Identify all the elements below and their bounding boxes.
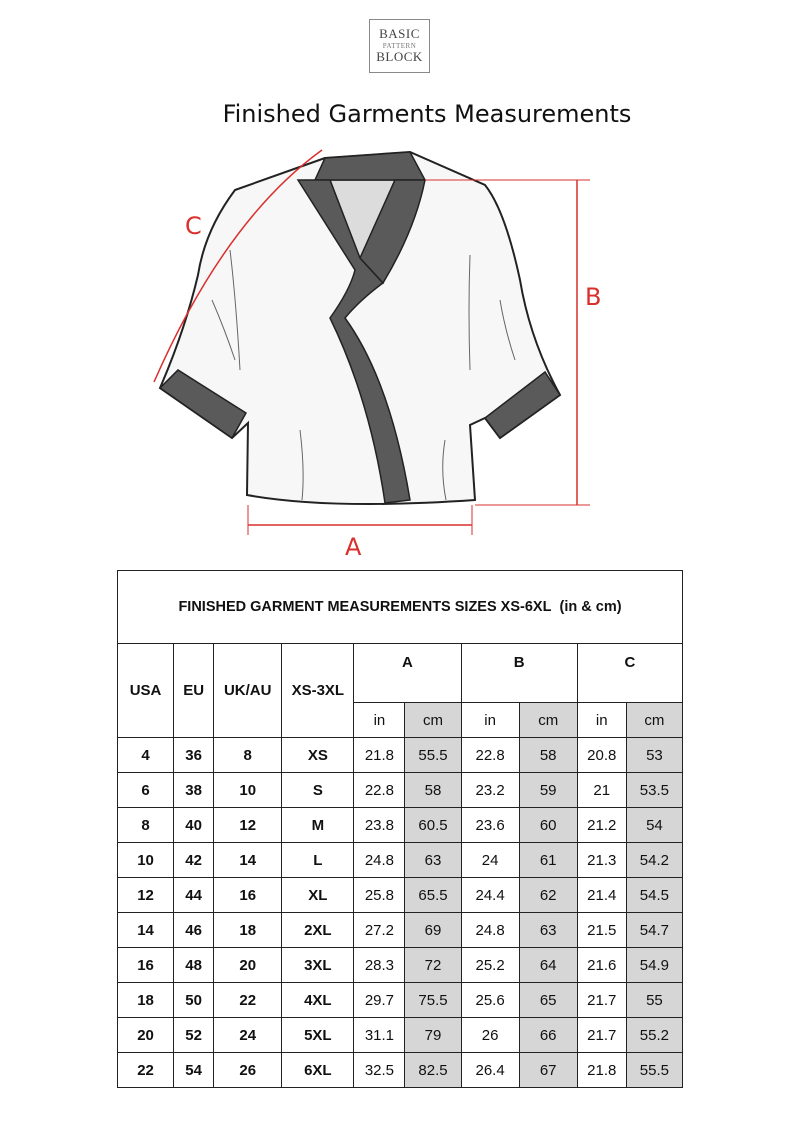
back-collar (315, 152, 425, 180)
header-a: A (354, 644, 461, 703)
dimension-a-label: A (345, 533, 362, 561)
cell-c-cm: 54.9 (626, 948, 682, 983)
page-title: Finished Garments Measurements (222, 100, 632, 128)
header-size: XS-3XL (282, 644, 354, 738)
table-row (118, 948, 683, 983)
cell-b-in: 22.8 (461, 738, 519, 773)
cell-b-cm: 58 (519, 738, 577, 773)
cell-ukau: 8 (214, 738, 282, 773)
cell-c-in: 21.7 (577, 983, 626, 1018)
cell-a-in: 21.8 (354, 738, 405, 773)
table-row (118, 983, 683, 1018)
cell-b-in: 25.2 (461, 948, 519, 983)
cell-a-cm: 58 (405, 773, 461, 808)
header-eu: EU (174, 644, 214, 738)
cell-usa: 18 (118, 983, 174, 1018)
cell-c-cm: 53.5 (626, 773, 682, 808)
cell-a-cm: 79 (405, 1018, 461, 1053)
table-row (118, 1018, 683, 1053)
cell-eu: 44 (174, 878, 214, 913)
cell-a-cm: 65.5 (405, 878, 461, 913)
table-row (118, 878, 683, 913)
cell-size: 6XL (282, 1053, 354, 1088)
cell-size: 3XL (282, 948, 354, 983)
cell-c-in: 21.5 (577, 913, 626, 948)
cell-usa: 20 (118, 1018, 174, 1053)
cell-a-cm: 60.5 (405, 808, 461, 843)
cell-b-cm: 64 (519, 948, 577, 983)
cell-size: 4XL (282, 983, 354, 1018)
cell-a-in: 22.8 (354, 773, 405, 808)
cell-b-in: 23.2 (461, 773, 519, 808)
header-c-in: in (577, 703, 626, 738)
cell-b-in: 24.8 (461, 913, 519, 948)
table-title-units: (in & cm) (559, 599, 622, 615)
cell-usa: 10 (118, 843, 174, 878)
cell-size: XS (282, 738, 354, 773)
cell-ukau: 24 (214, 1018, 282, 1053)
cell-a-in: 25.8 (354, 878, 405, 913)
cell-c-in: 21 (577, 773, 626, 808)
cell-a-cm: 82.5 (405, 1053, 461, 1088)
cell-c-in: 21.6 (577, 948, 626, 983)
cell-ukau: 16 (214, 878, 282, 913)
header-c: C (577, 644, 682, 703)
cell-a-cm: 63 (405, 843, 461, 878)
cell-usa: 14 (118, 913, 174, 948)
cell-eu: 38 (174, 773, 214, 808)
cell-b-in: 25.6 (461, 983, 519, 1018)
header-b: B (461, 644, 577, 703)
logo-line-block: BLOCK (376, 49, 423, 64)
header-c-cm: cm (626, 703, 682, 738)
cell-c-cm: 55 (626, 983, 682, 1018)
cell-b-in: 26.4 (461, 1053, 519, 1088)
kimono-jacket-diagram (140, 140, 610, 560)
cell-eu: 46 (174, 913, 214, 948)
cell-c-cm: 55.5 (626, 1053, 682, 1088)
brand-logo (369, 19, 430, 73)
cell-usa: 8 (118, 808, 174, 843)
cell-usa: 6 (118, 773, 174, 808)
cell-b-cm: 62 (519, 878, 577, 913)
cell-a-in: 23.8 (354, 808, 405, 843)
cell-eu: 48 (174, 948, 214, 983)
cell-size: 5XL (282, 1018, 354, 1053)
cell-ukau: 26 (214, 1053, 282, 1088)
table-row (118, 808, 683, 843)
cell-size: M (282, 808, 354, 843)
header-a-in: in (354, 703, 405, 738)
header-b-in: in (461, 703, 519, 738)
cell-usa: 16 (118, 948, 174, 983)
cell-a-in: 24.8 (354, 843, 405, 878)
cell-eu: 40 (174, 808, 214, 843)
cell-a-cm: 75.5 (405, 983, 461, 1018)
cell-c-in: 21.8 (577, 1053, 626, 1088)
cell-eu: 50 (174, 983, 214, 1018)
cell-b-cm: 60 (519, 808, 577, 843)
cell-ukau: 20 (214, 948, 282, 983)
cell-b-in: 23.6 (461, 808, 519, 843)
logo-line-basic: BASIC (379, 26, 420, 41)
table-row (118, 913, 683, 948)
cell-a-in: 28.3 (354, 948, 405, 983)
table-row (118, 773, 683, 808)
cell-size: XL (282, 878, 354, 913)
cell-c-cm: 54.7 (626, 913, 682, 948)
cell-ukau: 18 (214, 913, 282, 948)
cell-usa: 4 (118, 738, 174, 773)
dimension-c-label: C (185, 212, 202, 240)
cell-eu: 42 (174, 843, 214, 878)
cell-usa: 22 (118, 1053, 174, 1088)
cell-ukau: 10 (214, 773, 282, 808)
cell-c-cm: 53 (626, 738, 682, 773)
cell-b-cm: 61 (519, 843, 577, 878)
table-row (118, 843, 683, 878)
header-b-cm: cm (519, 703, 577, 738)
cell-c-in: 20.8 (577, 738, 626, 773)
cell-c-in: 21.2 (577, 808, 626, 843)
cell-ukau: 12 (214, 808, 282, 843)
cell-c-cm: 54 (626, 808, 682, 843)
cell-eu: 52 (174, 1018, 214, 1053)
table-title (118, 571, 683, 644)
measurements-table (117, 570, 683, 1088)
cell-a-cm: 55.5 (405, 738, 461, 773)
cell-c-cm: 54.2 (626, 843, 682, 878)
table-title-text: FINISHED GARMENT MEASUREMENTS SIZES XS-6XL (178, 599, 552, 615)
cell-a-in: 32.5 (354, 1053, 405, 1088)
table-row (118, 738, 683, 773)
logo-line-pattern: PATTERN (382, 42, 417, 50)
cell-usa: 12 (118, 878, 174, 913)
table-body (118, 738, 683, 1088)
cell-c-in: 21.4 (577, 878, 626, 913)
cell-c-cm: 55.2 (626, 1018, 682, 1053)
cell-b-cm: 66 (519, 1018, 577, 1053)
cell-b-cm: 67 (519, 1053, 577, 1088)
cell-a-in: 27.2 (354, 913, 405, 948)
cell-eu: 54 (174, 1053, 214, 1088)
cell-a-in: 29.7 (354, 983, 405, 1018)
cell-ukau: 14 (214, 843, 282, 878)
table-row (118, 1053, 683, 1088)
cell-c-cm: 54.5 (626, 878, 682, 913)
cell-b-cm: 63 (519, 913, 577, 948)
cell-a-in: 31.1 (354, 1018, 405, 1053)
cell-ukau: 22 (214, 983, 282, 1018)
cell-a-cm: 72 (405, 948, 461, 983)
cell-eu: 36 (174, 738, 214, 773)
cell-b-in: 26 (461, 1018, 519, 1053)
cell-size: L (282, 843, 354, 878)
header-usa: USA (118, 644, 174, 738)
dimension-b-label: B (585, 283, 602, 311)
cell-a-cm: 69 (405, 913, 461, 948)
cell-c-in: 21.7 (577, 1018, 626, 1053)
cell-b-cm: 59 (519, 773, 577, 808)
cell-size: 2XL (282, 913, 354, 948)
cell-b-in: 24 (461, 843, 519, 878)
cell-c-in: 21.3 (577, 843, 626, 878)
header-ukau: UK/AU (214, 644, 282, 738)
cell-size: S (282, 773, 354, 808)
cell-b-in: 24.4 (461, 878, 519, 913)
cell-b-cm: 65 (519, 983, 577, 1018)
header-a-cm: cm (405, 703, 461, 738)
